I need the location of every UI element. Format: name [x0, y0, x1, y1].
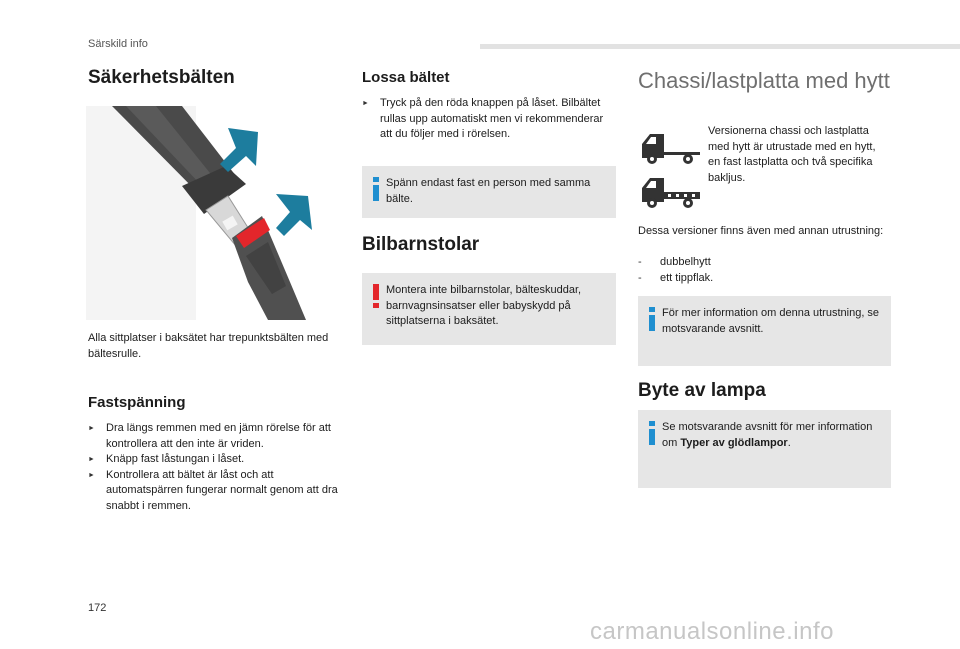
fasten-title: Fastspänning — [88, 394, 186, 411]
page-number: 172 — [88, 602, 107, 614]
list-item: ► Dra längs remmen med en jämn rörelse för att kontrollera att den inte är vriden. — [88, 421, 338, 452]
chassis-intro: Versionerna chassi och lastplatta med hytt är utrustade med en hytt, en fast lastplatta och två specifika bakljus. — [708, 125, 876, 184]
watermark: carmanualsonline.info — [590, 618, 834, 645]
info-icon — [370, 176, 382, 202]
warning-icon — [370, 283, 382, 309]
extra-intro: Dessa versioner finns även med annan utrustning: — [638, 225, 884, 237]
section-label: Särskild info — [88, 38, 148, 50]
lamp-text-pre: Se motsvarande avsnitt för mer information om — [662, 421, 873, 449]
list-item: ► Knäpp fast låstungan i låset. — [88, 452, 338, 468]
release-title: Lossa bältet — [362, 69, 450, 86]
warning-box — [362, 273, 616, 345]
info-icon — [646, 420, 658, 446]
info-text: För mer information om denna utrustning, se motsvarande avsnitt. — [662, 307, 880, 335]
warning-text: Montera inte bilbarnstolar, bälteskuddar, barnvagnsinsatser eller babyskydd på sittplatserna i baksätet. — [386, 284, 582, 327]
chassis-truck-icon — [638, 130, 702, 166]
lamp-title: Byte av lampa — [638, 380, 766, 401]
list-item: ► Tryck på den röda knappen på låset. Bilbältet rullas upp automatiskt men vi rekommenderar att du följer med i rörelsen. — [362, 96, 616, 143]
info-box — [638, 410, 891, 488]
release-steps — [362, 96, 616, 143]
page-title: Säkerhetsbälten — [88, 67, 235, 88]
list-item: - dubbelhytt — [638, 255, 890, 271]
fasten-steps — [88, 421, 338, 514]
seat-belt-illustration — [86, 106, 322, 320]
lamp-link[interactable]: Typer av glödlampor — [680, 436, 788, 449]
chassis-title: Chassi/lastplatta med hytt — [638, 68, 890, 93]
info-text: Spänn endast fast en person med samma bälte. — [386, 177, 591, 205]
list-item: - ett tippflak. — [638, 271, 890, 287]
info-icon — [646, 306, 658, 332]
lamp-text-post: . — [787, 436, 791, 449]
list-item: ► Kontrollera att bältet är låst och att automatspärren fungerar normalt genom att dra snabbt i remmen. — [88, 468, 338, 515]
child-seat-title: Bilbarnstolar — [362, 234, 480, 255]
header-bar — [480, 44, 960, 49]
extra-list — [638, 255, 890, 286]
platform-truck-icon — [638, 174, 702, 210]
info-box — [638, 296, 891, 366]
seat-belt-icon — [86, 106, 322, 320]
info-box — [362, 166, 616, 218]
figure-caption: Alla sittplatser i baksätet har trepunktsbälten med bältesrulle. — [88, 332, 329, 360]
